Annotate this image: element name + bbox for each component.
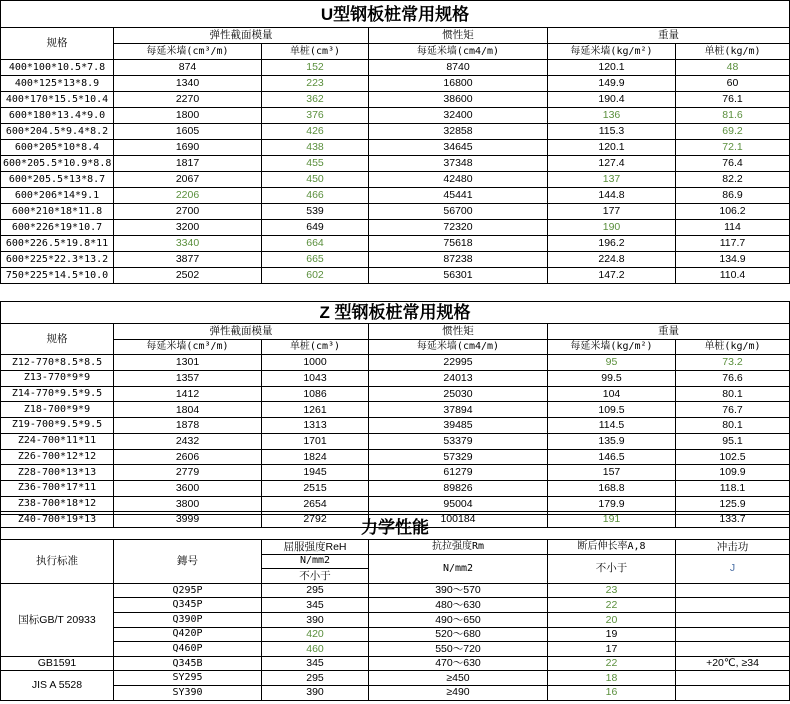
modulus-single-cell: 1701	[262, 433, 369, 449]
weight-single-cell: 133.7	[676, 512, 790, 528]
table-row	[1, 496, 790, 512]
spec-cell: 600*205*10*8.4	[1, 140, 114, 156]
spec-cell: Z14-770*9.5*9.5	[1, 386, 114, 402]
modulus-single-cell: 1043	[262, 371, 369, 387]
yield-cell: 345	[262, 656, 369, 671]
weight-single-cell: 86.9	[676, 188, 790, 204]
table-row	[1, 172, 790, 188]
table-row	[1, 480, 790, 496]
inertia-cell: 89826	[369, 480, 548, 496]
yield-cell: 295	[262, 671, 369, 686]
u-col-spec: 规格	[1, 28, 114, 60]
mech-table-title: 力学性能	[1, 515, 790, 540]
spec-cell: 600*180*13.4*9.0	[1, 108, 114, 124]
table-row	[1, 418, 790, 434]
z-sub-weight-wall: 每延米墙(kg/m²)	[548, 339, 676, 355]
modulus-wall-cell: 3340	[114, 236, 262, 252]
inertia-cell: 38600	[369, 92, 548, 108]
weight-single-cell: 76.7	[676, 402, 790, 418]
table-row	[1, 204, 790, 220]
inertia-cell: 42480	[369, 172, 548, 188]
weight-single-cell: 134.9	[676, 252, 790, 268]
modulus-single-cell: 455	[262, 156, 369, 172]
inertia-cell: 53379	[369, 433, 548, 449]
elong-cell: 20	[548, 612, 676, 627]
elong-cell: 22	[548, 656, 676, 671]
grade-cell: Q390P	[114, 612, 262, 627]
weight-wall-cell: 104	[548, 386, 676, 402]
z-group-modulus: 弹性截面模量	[114, 324, 369, 340]
u-table-body	[1, 60, 790, 284]
modulus-single-cell: 362	[262, 92, 369, 108]
weight-single-cell: 72.1	[676, 140, 790, 156]
tensile-cell: 550～720	[369, 642, 548, 657]
modulus-wall-cell: 1340	[114, 76, 262, 92]
inertia-cell: 37894	[369, 402, 548, 418]
modulus-single-cell: 466	[262, 188, 369, 204]
mech-col-grade: 鏄号	[114, 540, 262, 584]
modulus-single-cell: 438	[262, 140, 369, 156]
modulus-wall-cell: 2432	[114, 433, 262, 449]
u-sub-weight-single: 单桩(kg/m)	[676, 44, 790, 60]
weight-single-cell: 102.5	[676, 449, 790, 465]
table-row	[1, 140, 790, 156]
weight-wall-cell: 127.4	[548, 156, 676, 172]
weight-wall-cell: 147.2	[548, 268, 676, 284]
spec-cell: 400*170*15.5*10.4	[1, 92, 114, 108]
modulus-wall-cell: 1804	[114, 402, 262, 418]
mechanical-table	[0, 514, 790, 701]
inertia-cell: 37348	[369, 156, 548, 172]
weight-single-cell: 60	[676, 76, 790, 92]
mech-col-impact-unit: J	[676, 554, 790, 583]
std-gb1591: GB1591	[1, 656, 114, 671]
tensile-cell: ≥450	[369, 671, 548, 686]
impact-cell	[676, 685, 790, 700]
grade-cell: Q295P	[114, 583, 262, 598]
table-row	[1, 220, 790, 236]
table-row	[1, 268, 790, 284]
weight-wall-cell: 179.9	[548, 496, 676, 512]
table-row	[1, 124, 790, 140]
spec-cell: 600*204.5*9.4*8.2	[1, 124, 114, 140]
inertia-cell: 39485	[369, 418, 548, 434]
z-table-title: Z 型钢板桩常用规格	[1, 302, 790, 324]
weight-single-cell: 73.2	[676, 355, 790, 371]
modulus-single-cell: 602	[262, 268, 369, 284]
spec-cell: 600*206*14*9.1	[1, 188, 114, 204]
weight-wall-cell: 157	[548, 465, 676, 481]
weight-wall-cell: 95	[548, 355, 676, 371]
weight-single-cell: 110.4	[676, 268, 790, 284]
z-sub-inertia-wall: 每延米墙(cm4/m)	[369, 339, 548, 355]
modulus-single-cell: 665	[262, 252, 369, 268]
weight-wall-cell: 149.9	[548, 76, 676, 92]
modulus-single-cell: 1261	[262, 402, 369, 418]
inertia-cell: 45441	[369, 188, 548, 204]
modulus-single-cell: 1000	[262, 355, 369, 371]
z-group-inertia: 惯性矩	[369, 324, 548, 340]
table-row	[1, 252, 790, 268]
spec-cell: 600*205.5*10.9*8.8	[1, 156, 114, 172]
spec-cell: Z36-700*17*11	[1, 480, 114, 496]
spec-cell: 600*226.5*19.8*11	[1, 236, 114, 252]
elong-cell: 19	[548, 627, 676, 642]
z-type-table	[0, 301, 790, 528]
inertia-cell: 24013	[369, 371, 548, 387]
yield-cell: 390	[262, 612, 369, 627]
inertia-cell: 32858	[369, 124, 548, 140]
mech-col-impact: 冲击功	[676, 540, 790, 555]
impact-cell: +20℃, ≥34	[676, 656, 790, 671]
table-row	[1, 449, 790, 465]
elong-cell: 23	[548, 583, 676, 598]
modulus-single-cell: 539	[262, 204, 369, 220]
weight-wall-cell: 137	[548, 172, 676, 188]
weight-wall-cell: 190.4	[548, 92, 676, 108]
grade-cell: Q420P	[114, 627, 262, 642]
weight-single-cell: 114	[676, 220, 790, 236]
modulus-single-cell: 152	[262, 60, 369, 76]
u-sub-weight-wall: 每延米墙(kg/m²)	[548, 44, 676, 60]
tensile-cell: 390～570	[369, 583, 548, 598]
weight-wall-cell: 196.2	[548, 236, 676, 252]
weight-wall-cell: 120.1	[548, 60, 676, 76]
modulus-wall-cell: 2502	[114, 268, 262, 284]
table-row	[1, 371, 790, 387]
weight-wall-cell: 136	[548, 108, 676, 124]
weight-single-cell: 81.6	[676, 108, 790, 124]
weight-single-cell: 125.9	[676, 496, 790, 512]
spec-cell: 400*100*10.5*7.8	[1, 60, 114, 76]
mech-col-yield: 屈服强度ReH	[262, 540, 369, 555]
spec-cell: Z24-700*11*11	[1, 433, 114, 449]
z-sub-weight-single: 单桩(kg/m)	[676, 339, 790, 355]
mech-col-elong: 断后伸长率A,8	[548, 540, 676, 555]
modulus-wall-cell: 3999	[114, 512, 262, 528]
u-group-inertia: 惯性矩	[369, 28, 548, 44]
modulus-single-cell: 1945	[262, 465, 369, 481]
modulus-wall-cell: 1817	[114, 156, 262, 172]
modulus-wall-cell: 1690	[114, 140, 262, 156]
yield-cell: 460	[262, 642, 369, 657]
weight-wall-cell: 168.8	[548, 480, 676, 496]
impact-cell	[676, 671, 790, 686]
weight-single-cell: 76.1	[676, 92, 790, 108]
modulus-single-cell: 1086	[262, 386, 369, 402]
inertia-cell: 34645	[369, 140, 548, 156]
inertia-cell: 25030	[369, 386, 548, 402]
weight-wall-cell: 120.1	[548, 140, 676, 156]
modulus-wall-cell: 2206	[114, 188, 262, 204]
tensile-cell: 490～650	[369, 612, 548, 627]
table-row	[1, 433, 790, 449]
modulus-wall-cell: 1605	[114, 124, 262, 140]
table-row	[1, 355, 790, 371]
grade-cell: SY390	[114, 685, 262, 700]
modulus-wall-cell: 1412	[114, 386, 262, 402]
table-row	[1, 60, 790, 76]
spec-cell: Z38-700*18*12	[1, 496, 114, 512]
yield-cell: 345	[262, 598, 369, 613]
u-sub-mod-wall: 每延米墙(cm³/m)	[114, 44, 262, 60]
tensile-cell: 470～630	[369, 656, 548, 671]
weight-wall-cell: 224.8	[548, 252, 676, 268]
impact-cell	[676, 612, 790, 627]
weight-single-cell: 95.1	[676, 433, 790, 449]
modulus-wall-cell: 3600	[114, 480, 262, 496]
z-sub-mod-wall: 每延米墙(cm³/m)	[114, 339, 262, 355]
tensile-cell: ≥490	[369, 685, 548, 700]
spec-cell: 750*225*14.5*10.0	[1, 268, 114, 284]
modulus-wall-cell: 3800	[114, 496, 262, 512]
modulus-wall-cell: 2270	[114, 92, 262, 108]
modulus-wall-cell: 874	[114, 60, 262, 76]
modulus-wall-cell: 1878	[114, 418, 262, 434]
weight-single-cell: 69.2	[676, 124, 790, 140]
table-row	[1, 402, 790, 418]
inertia-cell: 56301	[369, 268, 548, 284]
modulus-single-cell: 376	[262, 108, 369, 124]
elong-cell: 16	[548, 685, 676, 700]
spec-cell: Z18-700*9*9	[1, 402, 114, 418]
inertia-cell: 72320	[369, 220, 548, 236]
elong-cell: 18	[548, 671, 676, 686]
mech-col-standard: 执行标准	[1, 540, 114, 584]
modulus-wall-cell: 2779	[114, 465, 262, 481]
modulus-wall-cell: 2700	[114, 204, 262, 220]
impact-cell	[676, 627, 790, 642]
mech-col-elong-note: 不小于	[548, 554, 676, 583]
u-group-modulus: 弹性截面模量	[114, 28, 369, 44]
z-table-body	[1, 355, 790, 528]
mech-col-tensile-unit: N/mm2	[369, 554, 548, 583]
weight-wall-cell: 190	[548, 220, 676, 236]
weight-wall-cell: 177	[548, 204, 676, 220]
grade-cell: Q345B	[114, 656, 262, 671]
weight-wall-cell: 99.5	[548, 371, 676, 387]
inertia-cell: 56700	[369, 204, 548, 220]
grade-cell: SY295	[114, 671, 262, 686]
modulus-single-cell: 426	[262, 124, 369, 140]
weight-single-cell: 48	[676, 60, 790, 76]
modulus-wall-cell: 2067	[114, 172, 262, 188]
modulus-single-cell: 2792	[262, 512, 369, 528]
std-gb20933: 国标GB/T 20933	[1, 583, 114, 656]
table-row	[1, 188, 790, 204]
tensile-cell: 480～630	[369, 598, 548, 613]
impact-cell	[676, 583, 790, 598]
u-group-weight: 重量	[548, 28, 790, 44]
yield-cell: 295	[262, 583, 369, 598]
modulus-single-cell: 649	[262, 220, 369, 236]
spec-cell: Z12-770*8.5*8.5	[1, 355, 114, 371]
modulus-wall-cell: 1357	[114, 371, 262, 387]
u-sub-mod-single: 单桩(cm³)	[262, 44, 369, 60]
table-row	[1, 92, 790, 108]
impact-cell	[676, 598, 790, 613]
modulus-single-cell: 450	[262, 172, 369, 188]
spec-cell: 600*225*22.3*13.2	[1, 252, 114, 268]
weight-wall-cell: 135.9	[548, 433, 676, 449]
modulus-single-cell: 2515	[262, 480, 369, 496]
weight-wall-cell: 144.8	[548, 188, 676, 204]
modulus-single-cell: 2654	[262, 496, 369, 512]
modulus-wall-cell: 3877	[114, 252, 262, 268]
spec-cell: 600*205.5*13*8.7	[1, 172, 114, 188]
table-row	[1, 76, 790, 92]
weight-single-cell: 80.1	[676, 418, 790, 434]
u-type-table	[0, 0, 790, 284]
modulus-single-cell: 1824	[262, 449, 369, 465]
weight-wall-cell: 109.5	[548, 402, 676, 418]
table-row	[1, 236, 790, 252]
inertia-cell: 100184	[369, 512, 548, 528]
inertia-cell: 87238	[369, 252, 548, 268]
inertia-cell: 16800	[369, 76, 548, 92]
elong-cell: 17	[548, 642, 676, 657]
yield-cell: 420	[262, 627, 369, 642]
weight-wall-cell: 114.5	[548, 418, 676, 434]
grade-cell: Q345P	[114, 598, 262, 613]
inertia-cell: 61279	[369, 465, 548, 481]
weight-wall-cell: 115.3	[548, 124, 676, 140]
u-sub-inertia-wall: 每延米墙(cm4/m)	[369, 44, 548, 60]
weight-single-cell: 109.9	[676, 465, 790, 481]
table-row	[1, 156, 790, 172]
modulus-single-cell: 223	[262, 76, 369, 92]
weight-single-cell: 76.4	[676, 156, 790, 172]
modulus-wall-cell: 1301	[114, 355, 262, 371]
modulus-wall-cell: 3200	[114, 220, 262, 236]
yield-cell: 390	[262, 685, 369, 700]
z-group-weight: 重量	[548, 324, 790, 340]
spec-cell: 400*125*13*8.9	[1, 76, 114, 92]
spec-cell: Z13-770*9*9	[1, 371, 114, 387]
spec-cell: 600*210*18*11.8	[1, 204, 114, 220]
z-col-spec: 规格	[1, 324, 114, 355]
spec-cell: Z19-700*9.5*9.5	[1, 418, 114, 434]
modulus-wall-cell: 2606	[114, 449, 262, 465]
table-row	[1, 386, 790, 402]
weight-single-cell: 80.1	[676, 386, 790, 402]
weight-wall-cell: 191	[548, 512, 676, 528]
weight-single-cell: 76.6	[676, 371, 790, 387]
weight-single-cell: 82.2	[676, 172, 790, 188]
spec-cell: Z26-700*12*12	[1, 449, 114, 465]
weight-single-cell: 117.7	[676, 236, 790, 252]
z-sub-mod-single: 单桩(cm³)	[262, 339, 369, 355]
inertia-cell: 57329	[369, 449, 548, 465]
impact-cell	[676, 642, 790, 657]
weight-wall-cell: 146.5	[548, 449, 676, 465]
grade-cell: Q460P	[114, 642, 262, 657]
weight-single-cell: 106.2	[676, 204, 790, 220]
inertia-cell: 75618	[369, 236, 548, 252]
modulus-single-cell: 664	[262, 236, 369, 252]
mech-col-tensile: 抗拉强度Rm	[369, 540, 548, 555]
table-row	[1, 465, 790, 481]
inertia-cell: 32400	[369, 108, 548, 124]
spec-cell: 600*226*19*10.7	[1, 220, 114, 236]
modulus-wall-cell: 1800	[114, 108, 262, 124]
weight-single-cell: 118.1	[676, 480, 790, 496]
spec-cell: Z40-700*19*13	[1, 512, 114, 528]
elong-cell: 22	[548, 598, 676, 613]
inertia-cell: 8740	[369, 60, 548, 76]
std-jis: JIS A 5528	[1, 671, 114, 700]
mech-col-yield-note: 不小于	[262, 569, 369, 584]
inertia-cell: 22995	[369, 355, 548, 371]
tensile-cell: 520～680	[369, 627, 548, 642]
u-table-title: U型钢板桩常用规格	[1, 1, 790, 28]
inertia-cell: 95004	[369, 496, 548, 512]
spec-cell: Z28-700*13*13	[1, 465, 114, 481]
mech-col-yield-unit: N/mm2	[262, 554, 369, 569]
modulus-single-cell: 1313	[262, 418, 369, 434]
table-row	[1, 108, 790, 124]
